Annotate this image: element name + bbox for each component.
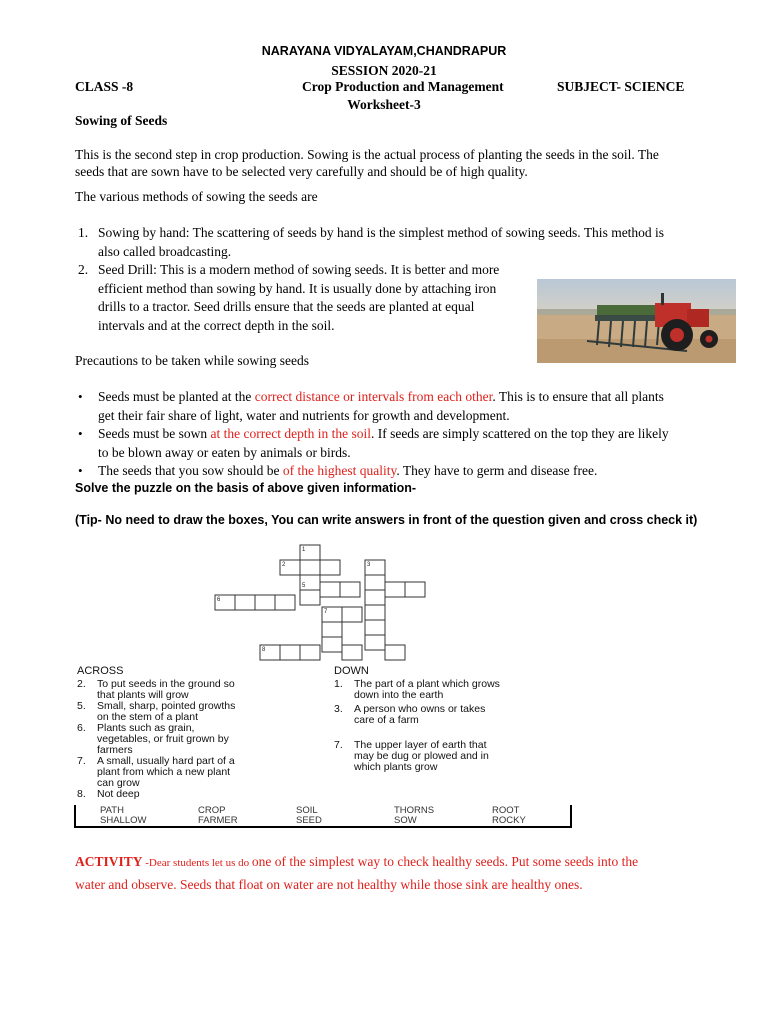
word-bank-item: PATH [100,805,124,816]
word-bank-item: THORNS [394,805,435,816]
list-item: • The seeds that you sow should be of the highest quality. They have to germ and disease free. [75,462,725,481]
list-item: 5. Small, sharp, pointed growths on the stem of a plant [77,700,236,723]
section-heading: Sowing of Seeds [75,113,168,128]
list-item: 7. A small, usually hard part of a plant from which a new plant can grow [77,755,235,789]
word-bank-item: ROOT [492,805,520,816]
grid-number-6: 6 [217,597,221,603]
subject-label: SUBJECT- SCIENCE [557,79,685,94]
word-bank-item: FARMER [198,815,238,826]
bullet-icon: • [78,389,83,404]
session-title: SESSION 2020-21 [331,63,437,78]
word-bank-item: ROCKY [492,815,526,826]
bullet-icon: • [78,463,83,478]
list-item: 1. Sowing by hand: The scattering of seeds by hand is the simplest method of sowing seeds. This method is also called broadcasting. [78,225,665,259]
grid-number-1: 1 [302,547,306,553]
activity-label: ACTIVITY [75,854,143,869]
grid-number-7: 7 [324,609,328,615]
list-item: 8. Not deep [77,788,140,800]
across-clues [77,666,307,800]
crossword-grid [200,540,450,665]
precautions-intro: Precautions to be taken while sowing seeds [75,353,309,368]
word-bank [74,805,572,828]
across-header: ACROSS [77,665,124,677]
list-item: 7. The upper layer of earth that may be dug or plowed and in which plants grow [334,739,489,773]
grid-number-3: 3 [367,562,371,568]
list-item: 3. A person who owns or takes care of a farm [334,703,486,726]
list-item: 1. The part of a plant which grows down into the earth [334,678,500,701]
precautions-list [75,388,725,481]
word-bank-item: CROP [198,805,226,816]
school-name: NARAYANA VIDYALAYAM,CHANDRAPUR [261,44,507,58]
grid-number-5: 5 [302,583,306,589]
list-item: • Seeds must be sown at the correct depth in the soil. If seeds are simply scattered on the top they are likely to be blown away or eaten by animals or birds. [78,426,669,460]
list-item: 2. To put seeds in the ground so that plants will grow [77,678,235,701]
activity-section: ACTIVITY -Dear students let us do one of the simplest way to check healthy seeds. Put some seeds into the water and observe. Seeds that float on water are not healthy while those sink are healthy ones. [75,854,639,892]
list-item: 6. Plants such as grain, vegetables, or fruit grown by farmers [77,722,229,756]
list-item: 2. Seed Drill: This is a modern method of sowing seeds. It is better and more efficient method than sowing by hand. It is usually done by attaching iron drills to a tractor. Seed drills ensure that the seeds are planted at equal intervals and at the correct depth in the soil. [78,262,500,333]
methods-intro: The various methods of sowing the seeds are [75,189,318,204]
word-bank-item: SHALLOW [100,815,147,826]
worksheet-title: Worksheet-3 [347,97,421,112]
bullet-icon: • [78,426,83,441]
word-bank-item: SOIL [296,805,318,816]
puzzle-title: Solve the puzzle on the basis of above given information- [75,481,417,495]
list-item: • Seeds must be planted at the correct distance or intervals from each other. This is to ensure that all plants get their fair share of light, water and nutrients for growth and development. [78,389,664,423]
tractor-illustration [537,279,736,363]
word-bank-item: SEED [296,815,322,826]
puzzle-tip: (Tip- No need to draw the boxes, You can write answers in front of the question given and cross check it) [75,513,698,527]
class-label: CLASS -8 [75,79,134,94]
intro-paragraph: This is the second step in crop production. Sowing is the actual process of planting the seeds in the soil. The seeds that are sown have to be selected very carefully and should be of high quality. [75,147,659,179]
down-clues [334,666,574,773]
topic-title: Crop Production and Management [302,79,504,94]
grid-number-8: 8 [262,647,266,653]
seed-drill-photo [537,279,736,363]
word-bank-item: SOW [394,815,417,826]
down-header: DOWN [334,665,369,677]
grid-number-2: 2 [282,562,286,568]
